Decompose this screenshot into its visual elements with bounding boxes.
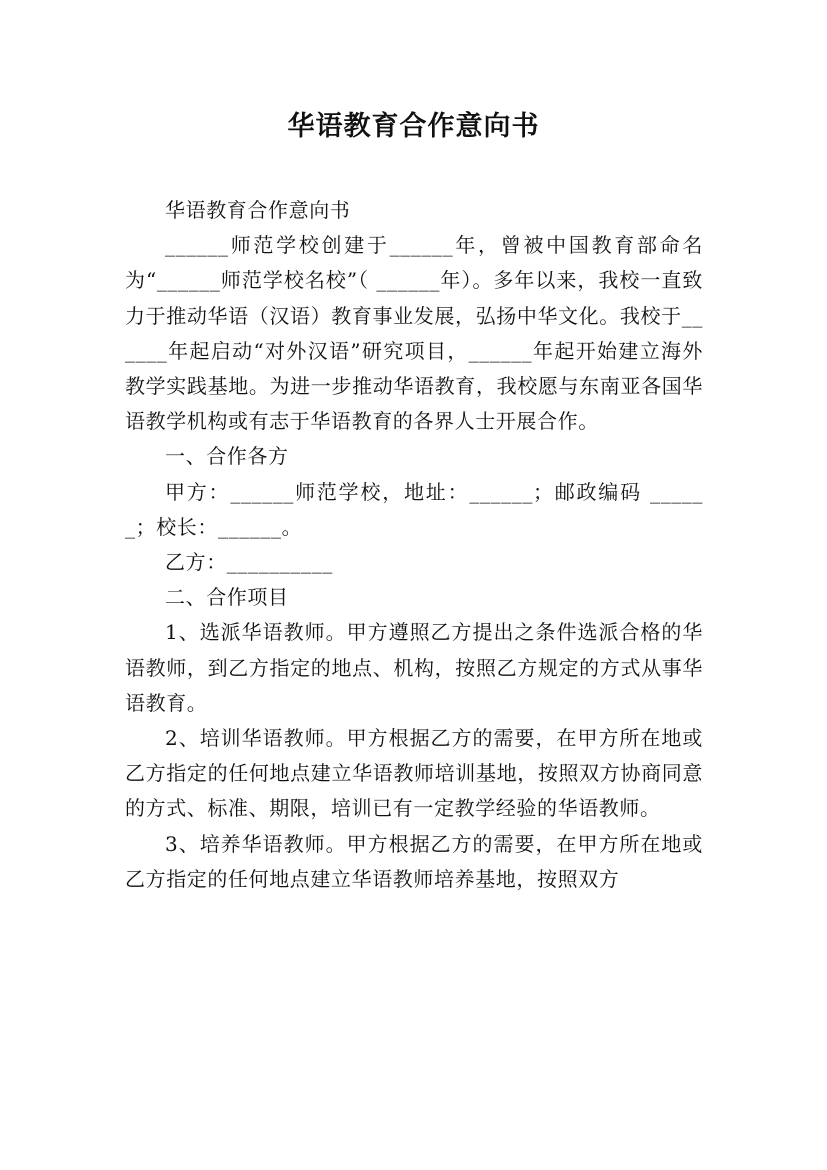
paragraph-introduction: ______师范学校创建于______年，曾被中国教育部命名为“______师范学校名校”（ ______年）。多年以来，我校一直致力于推动华语（汉语）教育事业发展，弘扬中华文化。我校于______年起启动“对外汉语”研究项目，______年起开始建立海外教学实践基地。为进一步推动华语教育，我校愿与东南亚各国华语教学机构或有志于华语教育的各界人士开展合作。 [125, 233, 703, 434]
document-body [125, 193, 703, 897]
paragraph-subtitle: 华语教育合作意向书 [165, 198, 351, 222]
paragraph-project-3: 3、培养华语教师。甲方根据乙方的需要，在甲方所在地或乙方指定的任何地点建立华语教师培养基地，按照双方 [125, 831, 703, 891]
section-heading-projects: 二、合作项目 [165, 585, 289, 610]
paragraph-project-2: 2、培训华语教师。甲方根据乙方的需要，在甲方所在地或乙方指定的任何地点建立华语教师培训基地，按照双方协商同意的方式、标准、期限，培训已有一定教学经验的华语教师。 [125, 726, 703, 821]
section-heading-parties: 一、合作各方 [165, 444, 289, 469]
paragraph-party-a: 甲方：______师范学校，地址：______；邮政编码 ______；校长：______。 [125, 479, 703, 539]
paragraph-party-b: 乙方：__________ [165, 550, 333, 575]
paragraph-project-1: 1、选派华语教师。甲方遵照乙方提出之条件选派合格的华语教师，到乙方指定的地点、机构，按照乙方规定的方式从事华语教育。 [125, 620, 703, 715]
document-title: 华语教育合作意向书 [287, 111, 540, 142]
